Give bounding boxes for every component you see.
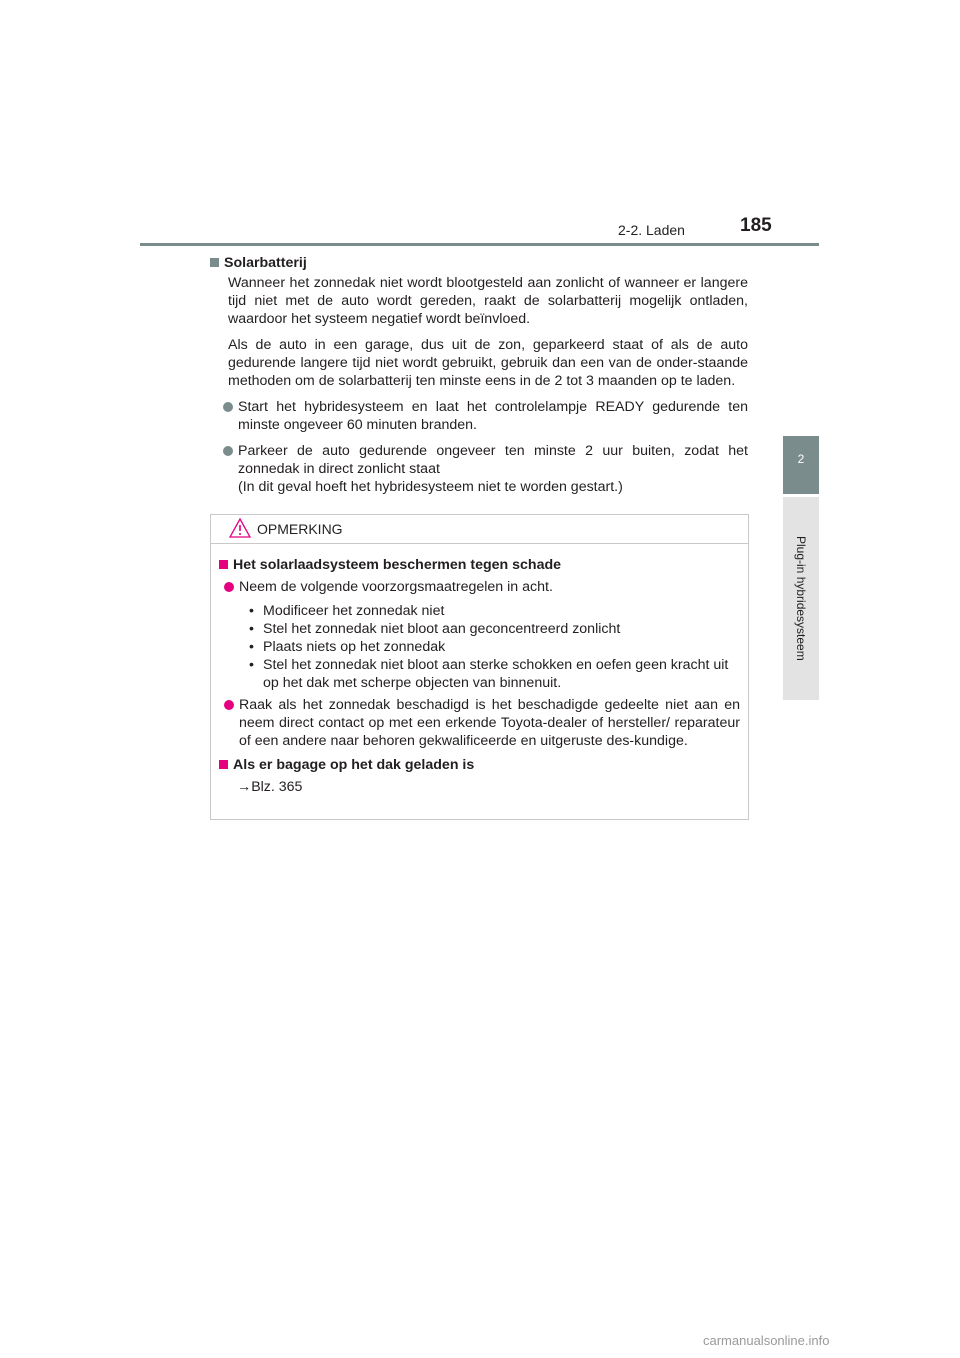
warning-triangle-icon <box>229 517 251 539</box>
list-item-text: Parkeer de auto gedurende ongeveer ten minste 2 uur buiten, zodat het zonnedak in direct zonlicht staat <box>238 443 748 477</box>
caution-title: OPMERKING <box>257 521 343 537</box>
caution-section-heading <box>219 756 740 774</box>
section-heading <box>210 254 748 272</box>
caution-box <box>210 514 749 820</box>
list-item-text: Raak als het zonnedak beschadigd is het beschadigde gedeelte niet aan en neem direct contact op met een erkende Toyota-dealer of hersteller/ reparateur of een andere naar behoren gekwalificeerde en uitgeruste des-kundige. <box>239 697 740 749</box>
caution-body <box>211 544 748 796</box>
heading-text: Solarbatterij <box>224 255 307 271</box>
paragraph: Wanneer het zonnedak niet wordt blootgesteld aan zonlicht of wanneer er langere tijd niet met de auto wordt gereden, raakt de solarbatterij mogelijk ontladen, waardoor het systeem negatief wordt beïnvloed. <box>228 275 748 327</box>
sub-list-item: • Stel het zonnedak niet bloot aan geconcentreerd zonlicht <box>249 620 740 638</box>
chapter-title: Plug-in hybridesysteem <box>794 536 808 661</box>
list-item-note: (In dit geval hoeft het hybridesysteem niet te worden gestart.) <box>238 479 623 495</box>
header-divider <box>140 243 819 246</box>
list-item <box>238 398 748 434</box>
sub-list-item: • Modificeer het zonnedak niet <box>249 602 740 620</box>
watermark: carmanualsonline.info <box>703 1333 830 1348</box>
list-item <box>239 578 740 596</box>
sub-list <box>249 602 740 692</box>
paragraph: Als de auto in een garage, dus uit de zon, geparkeerd staat of als de auto gedurende langere tijd niet wordt gebruikt, gebruik dan een van de onder-staande methoden om de solarbatterij ten minste eens in de 2 tot 3 maanden op te laden. <box>228 337 748 389</box>
page-number: 185 <box>740 215 772 236</box>
chapter-tab[interactable]: 2 <box>783 436 819 494</box>
caution-header <box>211 515 748 544</box>
page-reference-link[interactable]: →Blz. 365 <box>237 779 303 795</box>
heading-text: Het solarlaadsysteem beschermen tegen schade <box>233 557 562 573</box>
square-bullet-icon <box>219 560 228 569</box>
square-bullet-icon <box>219 760 228 769</box>
round-bullet-icon <box>224 700 234 710</box>
round-bullet-icon <box>223 402 233 412</box>
round-bullet-icon <box>224 582 234 592</box>
list-item <box>238 442 748 496</box>
heading-text: Als er bagage op het dak geladen is <box>233 757 475 773</box>
sub-list-item: • Stel het zonnedak niet bloot aan sterke schokken en oefen geen kracht uit op het dak met scherpe objecten van binnenuit. <box>249 656 740 692</box>
section-title: 2-2. Laden <box>618 222 685 238</box>
list-item <box>239 696 740 750</box>
square-bullet-icon <box>210 258 219 267</box>
round-bullet-icon <box>223 446 233 456</box>
list-item-text: Neem de volgende voorzorgsmaatregelen in acht. <box>239 579 553 595</box>
list-item-text: Start het hybridesysteem en laat het controlelampje READY gedurende ten minste ongeveer 60 minuten branden. <box>238 399 748 433</box>
caution-section-heading <box>219 556 740 574</box>
main-content <box>210 254 748 504</box>
sub-list-item: • Plaats niets op het zonnedak <box>249 638 740 656</box>
